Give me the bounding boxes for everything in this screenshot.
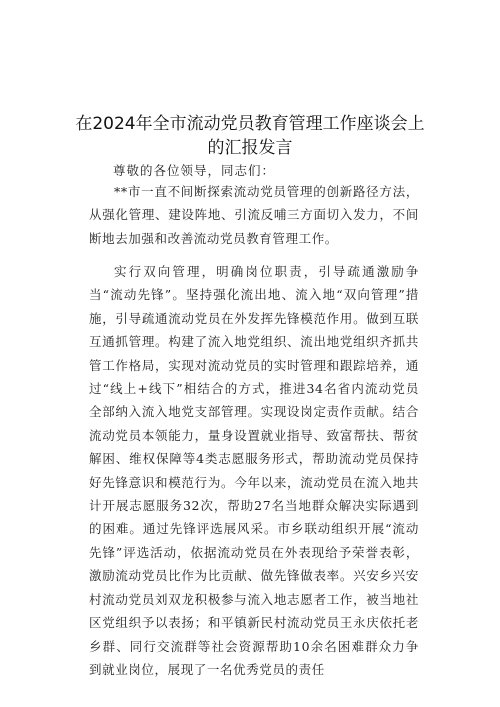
paragraph-intro: **市一直不间断探索流动党员管理的创新路径方法，从强化管理、建设阵地、引流反哺三方面切入发力，不间断地去加强和改善流动党员教育管理工作。	[89, 184, 419, 246]
title-line-2: 的汇报发言	[207, 138, 293, 158]
salutation: 尊敬的各位领导，同志们：	[113, 163, 276, 178]
paragraph-dual-management: 实行双向管理，明确岗位职责，引导疏通激励争当“流动先锋”。坚持强化流出地、流入地“双向管理”措施，引导疏通流动党员在外发挥先锋模范作用。做到互联互通抓管理。构建了流入地党组织、流出地党组织齐抓共管工作格局，实现对流动党员的实时管理和跟踪培养，通过“线上+线下”相结合的方式，推进34名省内流动党员全部纳入流入地党支部管理。实现设岗定责作贡献。结合流动党员本领能力，量身设置就业指导、致富帮扶、帮贫解困、维权保障等4类志愿服务形式，帮助流动党员保持好先锋意识和模范行为。今年以来，流动党员在流入地共计开展志愿服务32次，帮助27名当地群众解决实际遇到的困难。通过先锋评选展风采。市乡联动组织开展“流动先锋”评选活动，依据流动党员在外表现给予荣誉表彰，激励流动党员比作为比贡献、做先锋做表率。兴安乡兴安村流动党员刘双龙积极参与流入地志愿者工作，被当地社区党组织予以表扬；和平镇新民村流动党员王永庆依托老乡群、同行交流群等社会资源帮助10余名困难群众力争到就业岗位，展现了一名优秀党员的责任	[89, 264, 419, 677]
document-title	[60, 112, 440, 160]
title-line-1: 在2024年全市流动党员教育管理工作座谈会上	[75, 114, 425, 134]
